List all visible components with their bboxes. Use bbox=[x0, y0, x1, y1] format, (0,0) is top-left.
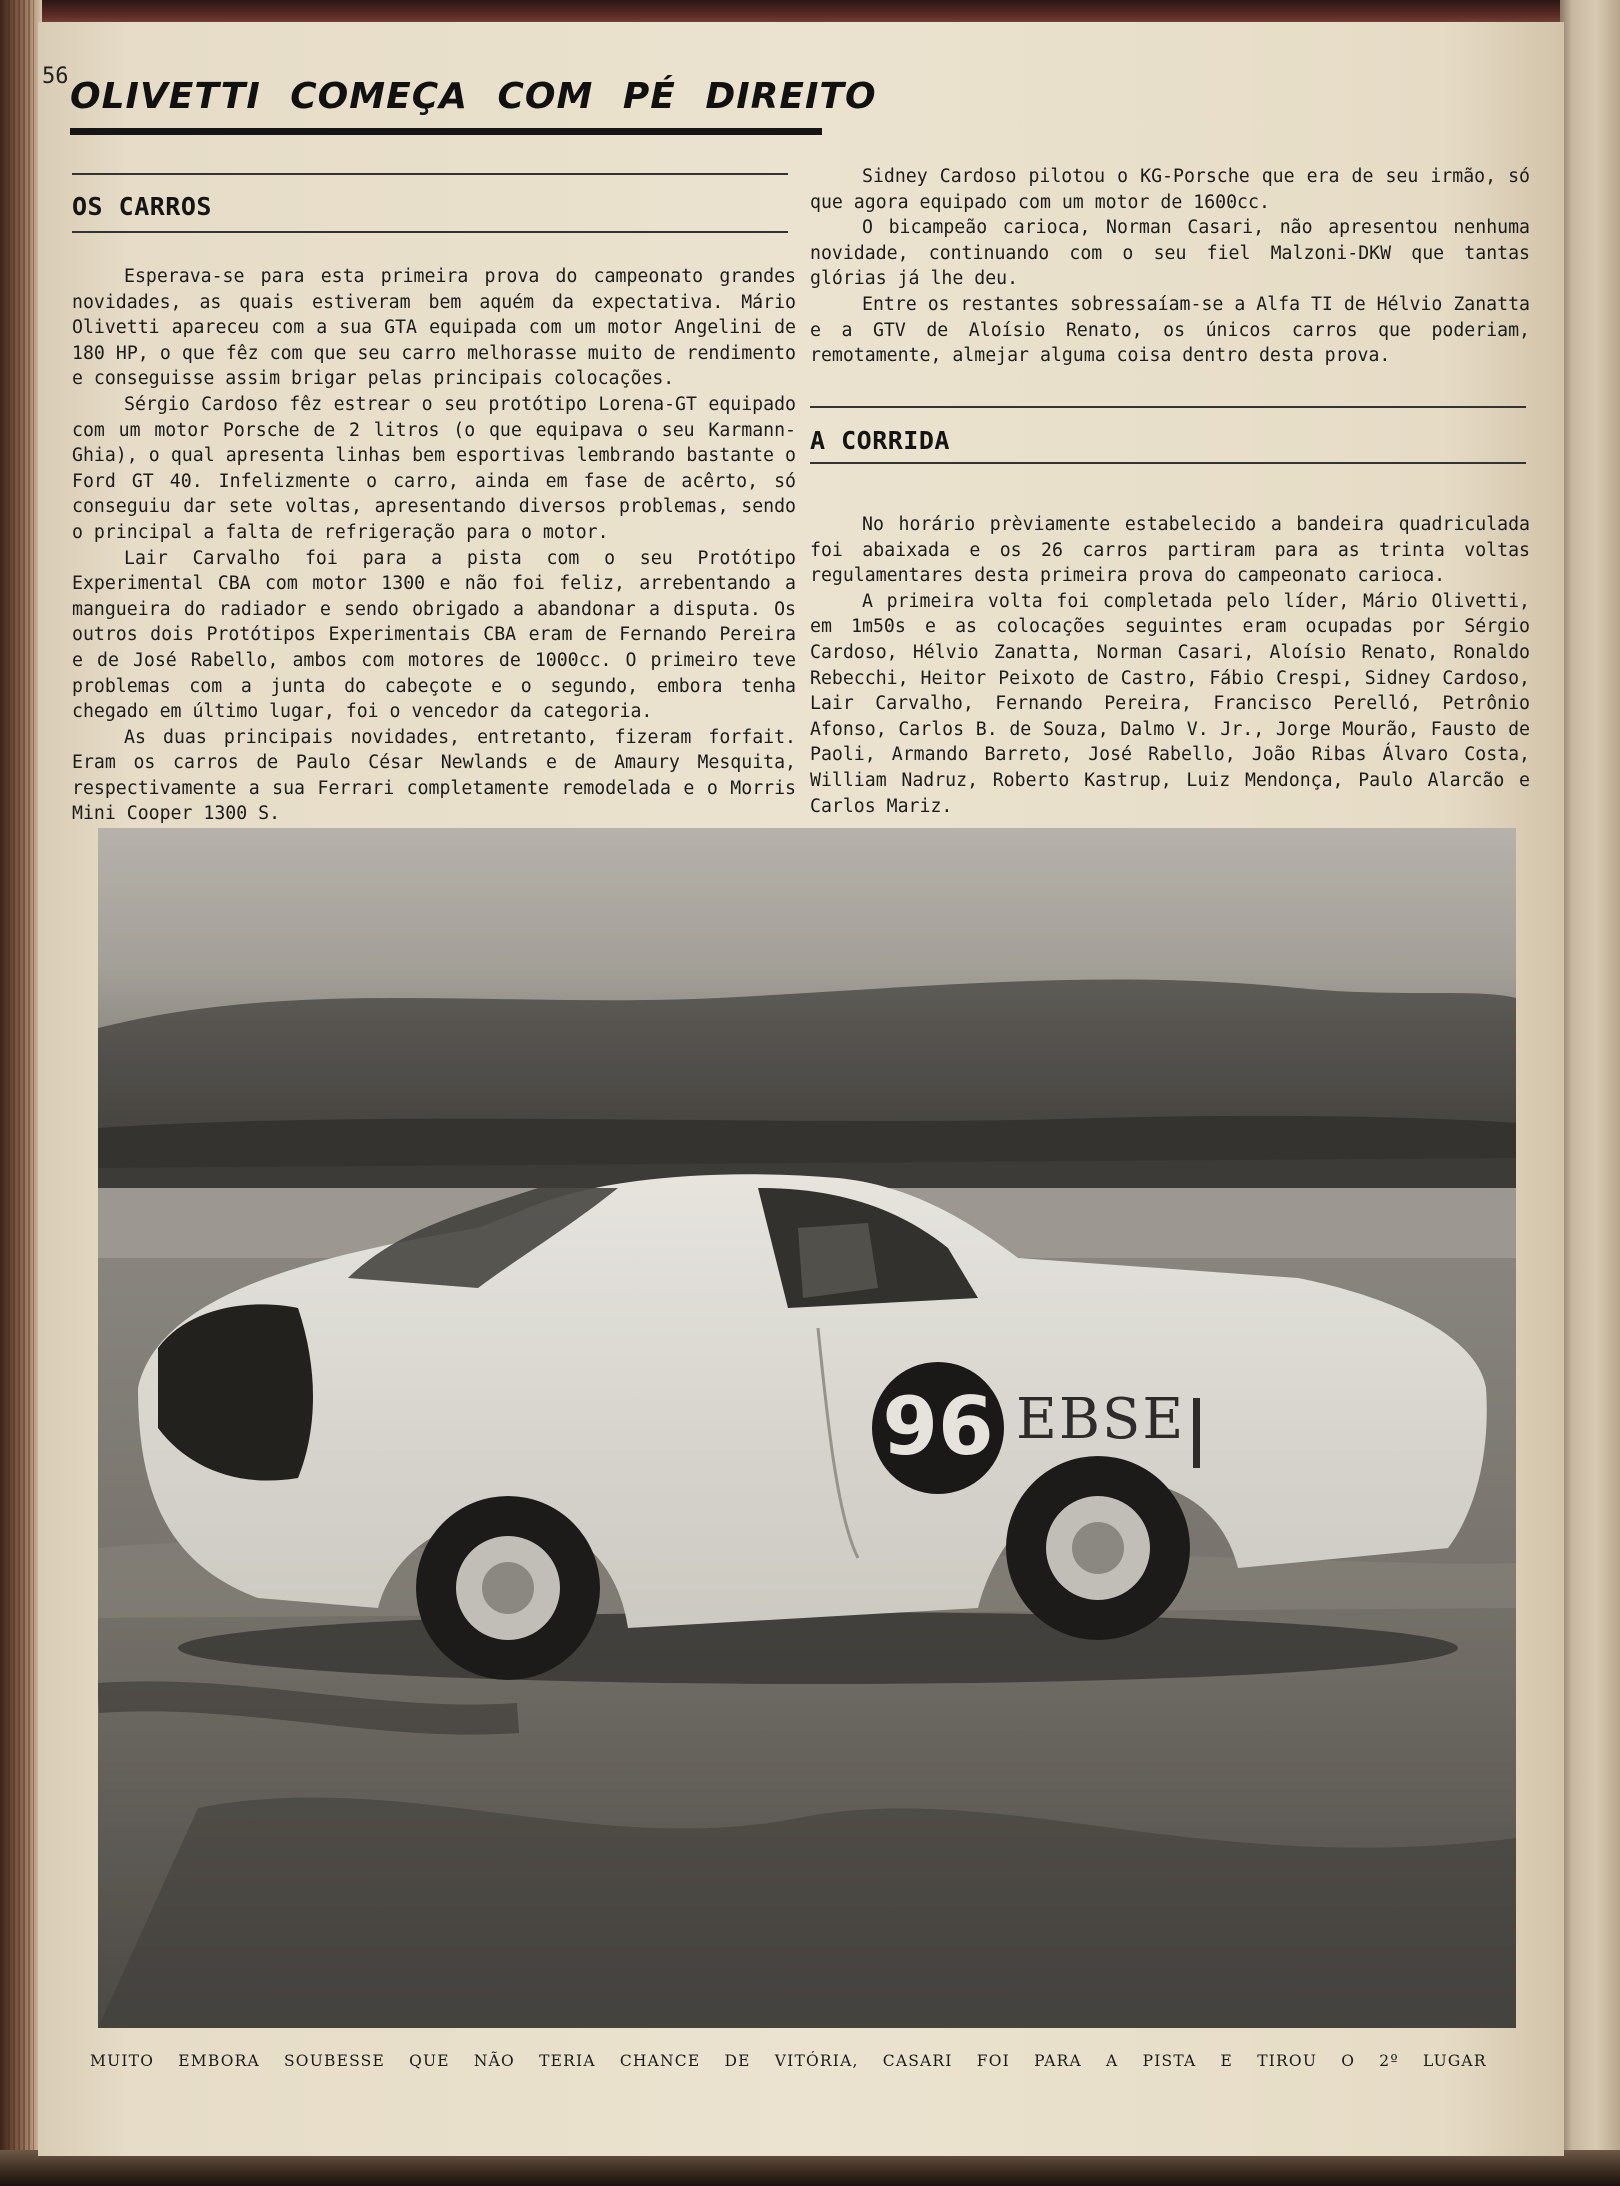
paragraph: As duas principais novidades, entretanto, fizeram forfait. Eram os carros de Paulo César Newlands e de Amaury Mesquita, respectivamente a sua Ferrari completamente remodelada e o Morris Mini Cooper 1300 S. bbox=[72, 726, 796, 825]
column-a-corrida bbox=[810, 512, 1530, 819]
section-rule-bottom bbox=[810, 462, 1526, 464]
car-sponsor-lettering: EBSE bbox=[1016, 1387, 1186, 1452]
race-car-photo bbox=[98, 828, 1516, 2028]
section-title-carros: OS CARROS bbox=[72, 192, 212, 221]
page-number: 56 bbox=[42, 64, 69, 89]
section-rule-top bbox=[810, 406, 1526, 408]
photo-caption: MUITO EMBORA SOUBESSE QUE NÃO TERIA CHANCE DE VITÓRIA, CASARI FOI PARA A PISTA E TIROU O 2º LUGAR bbox=[90, 2052, 1487, 2070]
paragraph: A primeira volta foi completada pelo líder, Mário Olivetti, em 1m50s e as colocações seguintes eram ocupadas por Sérgio Cardoso, Hélvio Zanatta, Norman Casari, Aloísio Renato, Ronaldo Rebecchi, Heitor Peixoto de Castro, Fábio Crespi, Sidney Cardoso, Lair Carvalho, Fernando Pereira, Francisco Perelló, Petrônio Afonso, Carlos B. de Souza, Dalmo V. Jr., Jorge Mourão, Fausto de Paoli, Armando Barreto, José Rabello, João Ribas Álvaro Costa, William Nadruz, Roberto Kastrup, Luiz Mendonça, Paulo Alarcão e Carlos Mariz. bbox=[810, 590, 1530, 817]
car-number: 96 bbox=[882, 1380, 994, 1473]
paragraph: Esperava-se para esta primeira prova do campeonato grandes novidades, as quais estiveram bem aquém da expectativa. Mário Olivetti apareceu com a sua GTA equipada com um motor Angelini de 180 HP, o que fêz com que seu carro melhorasse muito de rendimento e conseguisse assim brigar pelas principais colocações. bbox=[72, 266, 796, 390]
column-right-top bbox=[810, 164, 1530, 369]
next-page-edge bbox=[1560, 0, 1620, 2186]
headline-underline bbox=[70, 128, 822, 135]
book-spine bbox=[0, 0, 42, 2186]
paragraph: Entre os restantes sobressaíam-se a Alfa TI de Hélvio Zanatta e a GTV de Aloísio Renato, os únicos carros que poderiam, remotamente, almejar alguma coisa dentro desta prova. bbox=[810, 293, 1530, 367]
section-rule-bottom bbox=[72, 231, 788, 233]
section-title-corrida: A CORRIDA bbox=[810, 426, 950, 455]
column-os-carros bbox=[72, 264, 796, 827]
magazine-page bbox=[38, 22, 1564, 2156]
paragraph: Sérgio Cardoso fêz estrear o seu protótipo Lorena-GT equipado com um motor Porsche de 2 litros (o que equipava o seu Karmann-Ghia), o qual apresenta linhas bem esportivas lembrando bastante o Ford GT 40. Infelizmente o carro, ainda em fase de acêrto, só conseguiu dar sete voltas, apresentando diversos problemas, sendo o principal a falta de refrigeração para o motor. bbox=[72, 393, 796, 543]
paragraph: No horário prèviamente estabelecido a bandeira quadriculada foi abaixada e os 26 carros partiram para as trinta voltas regulamentares desta primeira prova do campeonato carioca. bbox=[810, 514, 1530, 587]
section-rule-top bbox=[72, 173, 788, 175]
paragraph: O bicampeão carioca, Norman Casari, não apresentou nenhuma novidade, continuando com o seu fiel Malzoni-DKW que tantas glórias já lhe deu. bbox=[810, 217, 1530, 290]
paragraph: Lair Carvalho foi para a pista com o seu Protótipo Experimental CBA com motor 1300 e não foi feliz, arrebentando a mangueira do radiador e sendo obrigado a abandonar a disputa. Os outros dois Protótipos Experimentais CBA eram de Fernando Pereira e de José Rabello, ambos com motores de 1000cc. O primeiro teve problemas com a junta do cabeçote e o segundo, embora tenha chegado em último lugar, foi o vencedor da categoria. bbox=[72, 547, 796, 723]
paragraph: Sidney Cardoso pilotou o KG-Porsche que era de seu irmão, só que agora equipado com um motor de 1600cc. bbox=[810, 166, 1530, 213]
headline: OLIVETTI COMEÇA COM PÉ DIREITO bbox=[70, 76, 877, 117]
